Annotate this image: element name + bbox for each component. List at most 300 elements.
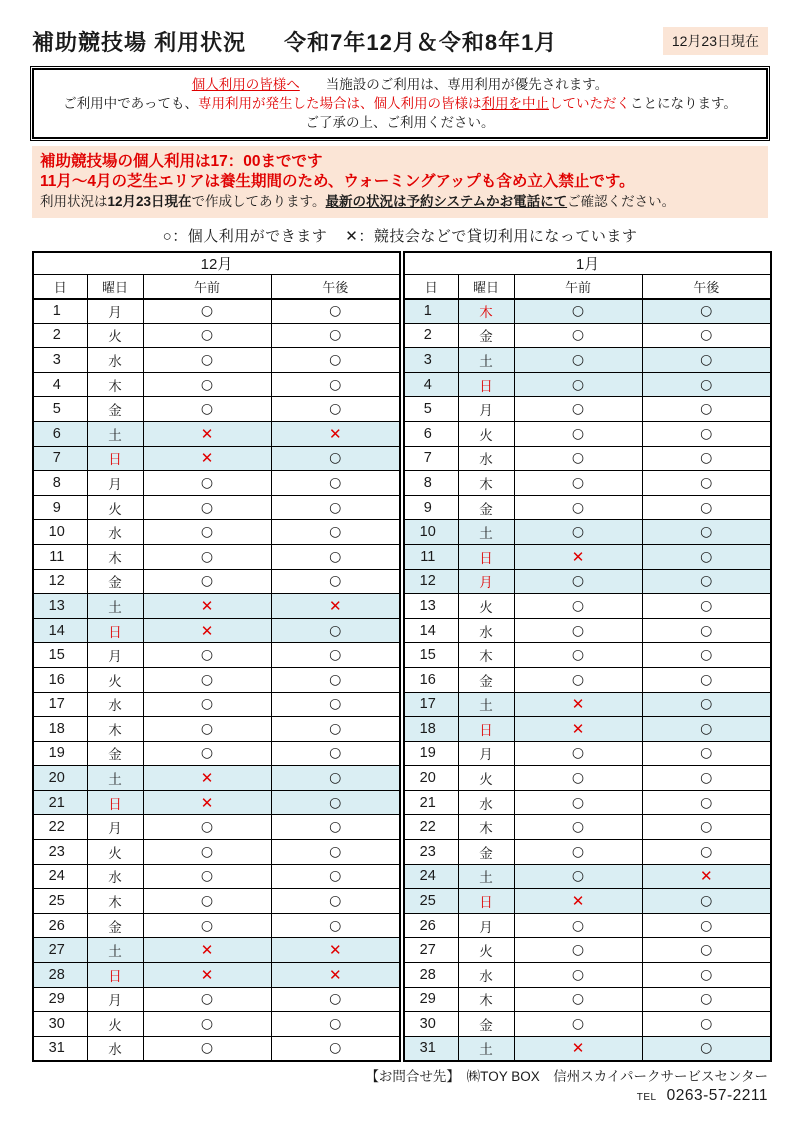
am-cell: ○ [143,864,271,889]
day-cell: 8 [404,471,458,496]
day-cell: 27 [404,938,458,963]
pm-cell: ○ [642,397,771,422]
weekday-cell: 土 [87,938,143,963]
day-cell: 20 [404,766,458,791]
pm-cell: ○ [642,446,771,471]
weekday-cell: 月 [458,913,514,938]
table-row [404,766,771,791]
pm-cell: ○ [271,1012,400,1037]
am-cell: ✕ [514,717,642,742]
pm-cell: ○ [271,348,400,373]
day-cell: 31 [33,1036,87,1061]
am-cell: ○ [143,667,271,692]
weekday-cell: 日 [87,790,143,815]
pm-cell: ○ [642,963,771,988]
day-cell: 4 [404,372,458,397]
pm-cell: ○ [271,741,400,766]
notice-line-3: ご了承の上、ご利用ください。 [305,115,495,130]
december-table [32,251,401,1062]
am-cell: ○ [143,987,271,1012]
table-row [404,963,771,988]
weekday-cell: 木 [458,987,514,1012]
pm-cell: ○ [642,520,771,545]
day-cell: 26 [33,913,87,938]
weekday-cell: 火 [458,421,514,446]
am-cell: ○ [143,1036,271,1061]
weekday-cell: 火 [87,323,143,348]
am-cell: ○ [143,495,271,520]
pm-cell: ○ [271,618,400,643]
day-cell: 10 [33,520,87,545]
pm-cell: ○ [642,495,771,520]
weekday-cell: 木 [458,471,514,496]
pm-cell: ○ [271,987,400,1012]
am-cell: ○ [514,913,642,938]
pm-cell: ○ [642,667,771,692]
weekday-cell: 木 [87,372,143,397]
table-row [33,913,400,938]
am-cell: ○ [143,323,271,348]
usage-alert-box [32,146,768,218]
alert-line-3-mid: で作成してあります。 [191,194,326,209]
table-row [404,741,771,766]
pm-cell: ○ [271,717,400,742]
table-row [404,471,771,496]
pm-cell: ○ [271,840,400,865]
am-cell: ○ [514,840,642,865]
day-cell: 30 [404,1012,458,1037]
tel-number: 0263-57-2211 [666,1086,768,1104]
col-header-weekday: 曜日 [458,275,514,299]
table-row [33,815,400,840]
am-cell: ✕ [143,766,271,791]
weekday-cell: 水 [458,963,514,988]
am-cell: ○ [514,864,642,889]
pm-cell: ✕ [642,864,771,889]
pm-cell: ✕ [271,963,400,988]
am-cell: ○ [514,594,642,619]
table-row [404,667,771,692]
day-cell: 15 [33,643,87,668]
day-cell: 1 [33,299,87,324]
am-cell: ○ [514,643,642,668]
weekday-cell: 火 [458,766,514,791]
weekday-cell: 土 [87,594,143,619]
weekday-cell: 金 [87,741,143,766]
weekday-cell: 月 [87,643,143,668]
alert-line-3-pre: 利用状況は [40,194,108,209]
pm-cell: ✕ [271,594,400,619]
weekday-cell: 水 [458,618,514,643]
day-cell: 13 [404,594,458,619]
day-cell: 28 [33,963,87,988]
day-cell: 3 [33,348,87,373]
weekday-cell: 水 [458,446,514,471]
table-row [33,938,400,963]
weekday-cell: 木 [458,299,514,324]
contact-info: 【お問合せ先】 ㈱TOY BOX 信州スカイパークサービスセンター [365,1068,768,1084]
day-cell: 22 [404,815,458,840]
table-row [33,963,400,988]
day-cell: 2 [404,323,458,348]
pm-cell: ○ [642,766,771,791]
weekday-cell: 土 [87,766,143,791]
day-cell: 14 [33,618,87,643]
table-row [33,741,400,766]
col-header-day: 日 [33,275,87,299]
pm-cell: ○ [642,692,771,717]
day-cell: 11 [33,544,87,569]
table-row [33,421,400,446]
day-cell: 9 [404,495,458,520]
day-cell: 21 [404,790,458,815]
day-cell: 13 [33,594,87,619]
table-row [33,594,400,619]
weekday-cell: 火 [87,495,143,520]
table-row [33,544,400,569]
weekday-cell: 火 [87,1012,143,1037]
weekday-cell: 金 [87,397,143,422]
am-cell: ✕ [514,889,642,914]
table-row [33,864,400,889]
pm-cell: ○ [271,520,400,545]
am-cell: ○ [143,692,271,717]
table-row [404,889,771,914]
table-row [404,372,771,397]
pm-cell: ○ [642,421,771,446]
table-row [33,889,400,914]
weekday-cell: 月 [87,299,143,324]
day-cell: 20 [33,766,87,791]
availability-tables [32,251,768,1062]
pm-cell: ○ [271,692,400,717]
am-cell: ✕ [143,963,271,988]
table-row [33,323,400,348]
table-row [33,372,400,397]
pm-cell: ○ [642,544,771,569]
january-table [403,251,772,1062]
table-row [404,299,771,324]
day-cell: 18 [33,717,87,742]
am-cell: ○ [514,348,642,373]
day-cell: 10 [404,520,458,545]
am-cell: ○ [143,520,271,545]
weekday-cell: 火 [87,667,143,692]
weekday-cell: 金 [87,569,143,594]
weekday-cell: 日 [87,963,143,988]
am-cell: ○ [143,372,271,397]
pm-cell: ○ [642,815,771,840]
day-cell: 17 [404,692,458,717]
legend-open-symbol: ○ [162,228,173,245]
pm-cell: ○ [271,299,400,324]
weekday-cell: 木 [87,544,143,569]
weekday-cell: 日 [458,889,514,914]
table-row [33,569,400,594]
weekday-cell: 金 [458,1012,514,1037]
day-cell: 5 [404,397,458,422]
day-cell: 4 [33,372,87,397]
weekday-cell: 火 [458,594,514,619]
am-cell: ○ [143,348,271,373]
pm-cell: ○ [271,397,400,422]
pm-cell: ○ [642,1012,771,1037]
pm-cell: ○ [271,471,400,496]
weekday-cell: 月 [458,741,514,766]
am-cell: ○ [514,766,642,791]
pm-cell: ○ [271,372,400,397]
tel-label: TEL [636,1091,657,1103]
am-cell: ○ [143,815,271,840]
weekday-cell: 金 [458,495,514,520]
alert-line-2: 11月～4月の芝生エリアは養生期間のため、ウォーミングアップも含め立入禁止です。 [40,173,635,190]
notice-line-2-post: ことになります。 [629,96,737,111]
table-row [33,348,400,373]
weekday-cell: 土 [87,421,143,446]
weekday-cell: 火 [87,840,143,865]
day-cell: 2 [33,323,87,348]
col-header-day: 日 [404,275,458,299]
col-header-am: 午前 [514,275,642,299]
alert-line-1: 補助競技場の個人利用は17：00までです [40,153,323,170]
am-cell: ○ [514,790,642,815]
page-title-text: 補助競技場 利用状況 [32,30,247,55]
day-cell: 15 [404,643,458,668]
table-row [404,1036,771,1061]
day-cell: 12 [33,569,87,594]
pm-cell: ✕ [271,421,400,446]
day-cell: 29 [33,987,87,1012]
am-cell: ○ [514,963,642,988]
table-row [33,1012,400,1037]
am-cell: ✕ [143,938,271,963]
pm-cell: ○ [271,790,400,815]
weekday-cell: 月 [458,569,514,594]
am-cell: ○ [514,520,642,545]
notice-line-2-pre: ご利用中であっても、 [63,96,198,111]
pm-cell: ○ [271,913,400,938]
pm-cell: ○ [642,471,771,496]
am-cell: ○ [143,569,271,594]
table-row [404,864,771,889]
alert-line-3 [40,192,760,211]
pm-cell: ○ [642,987,771,1012]
alert-line-3-date: 12月23日現在 [107,194,192,209]
weekday-cell: 金 [458,323,514,348]
day-cell: 26 [404,913,458,938]
personal-use-notice-box [32,68,768,139]
table-row [404,1012,771,1037]
weekday-cell: 水 [87,864,143,889]
table-row [404,790,771,815]
table-row [33,987,400,1012]
pm-cell: ○ [642,790,771,815]
weekday-cell: 金 [458,840,514,865]
weekday-cell: 火 [458,938,514,963]
col-header-pm: 午後 [642,275,771,299]
pm-cell: ○ [271,495,400,520]
pm-cell: ○ [642,643,771,668]
pm-cell: ○ [642,372,771,397]
day-cell: 3 [404,348,458,373]
weekday-cell: 月 [87,815,143,840]
am-cell: ○ [514,471,642,496]
day-cell: 8 [33,471,87,496]
am-cell: ✕ [143,618,271,643]
am-cell: ○ [514,938,642,963]
page-title [32,26,557,57]
notice-line-1 [40,75,760,94]
am-cell: ○ [514,667,642,692]
day-cell: 29 [404,987,458,1012]
table-row [404,618,771,643]
pm-cell: ○ [642,840,771,865]
month-header-january: 1月 [404,252,771,275]
am-cell: ○ [143,544,271,569]
pm-cell: ○ [642,938,771,963]
day-cell: 25 [404,889,458,914]
table-row [404,938,771,963]
table-row [33,717,400,742]
legend [32,225,768,246]
table-row [33,397,400,422]
pm-cell: ○ [642,569,771,594]
footer [32,1065,768,1105]
day-cell: 25 [33,889,87,914]
telephone-line [32,1087,768,1105]
pm-cell: ○ [642,618,771,643]
am-cell: ○ [514,618,642,643]
table-row [404,544,771,569]
table-row [404,569,771,594]
am-cell: ✕ [514,544,642,569]
day-cell: 30 [33,1012,87,1037]
page-title-months: 令和7年12月＆令和8年1月 [284,30,558,55]
day-cell: 6 [33,421,87,446]
day-cell: 7 [404,446,458,471]
as-of-date-badge: 12月23日現在 [663,27,768,55]
notice-line-1-text: 当施設のご利用は、専用利用が優先されます。 [325,77,609,92]
table-row [33,643,400,668]
legend-closed-symbol: ✕ [345,228,359,245]
am-cell: ○ [514,397,642,422]
pm-cell: ○ [271,1036,400,1061]
weekday-cell: 木 [87,889,143,914]
am-cell: ○ [514,299,642,324]
table-row [404,692,771,717]
day-cell: 12 [404,569,458,594]
pm-cell: ○ [642,594,771,619]
pm-cell: ○ [642,741,771,766]
weekday-cell: 土 [458,864,514,889]
day-cell: 6 [404,421,458,446]
am-cell: ○ [514,569,642,594]
day-cell: 27 [33,938,87,963]
pm-cell: ○ [271,569,400,594]
table-row [33,446,400,471]
day-cell: 5 [33,397,87,422]
weekday-cell: 土 [458,520,514,545]
table-row [404,594,771,619]
col-header-am: 午前 [143,275,271,299]
am-cell: ○ [143,1012,271,1037]
month-header-december: 12月 [33,252,400,275]
am-cell: ○ [514,1012,642,1037]
pm-cell: ○ [642,913,771,938]
table-row [404,323,771,348]
legend-open-text: ：個人利用ができます [172,228,328,245]
header [32,26,768,57]
day-cell: 9 [33,495,87,520]
day-cell: 14 [404,618,458,643]
am-cell: ○ [143,643,271,668]
day-cell: 11 [404,544,458,569]
pm-cell: ○ [642,323,771,348]
weekday-cell: 木 [87,717,143,742]
pm-cell: ○ [271,889,400,914]
weekday-cell: 木 [458,815,514,840]
day-cell: 7 [33,446,87,471]
table-row [33,1036,400,1061]
weekday-cell: 月 [87,471,143,496]
table-row [404,348,771,373]
pm-cell: ○ [271,667,400,692]
day-cell: 31 [404,1036,458,1061]
notice-line-2-red-tail: していただく [548,96,630,111]
pm-cell: ○ [271,544,400,569]
weekday-cell: 水 [458,790,514,815]
pm-cell: ○ [271,815,400,840]
am-cell: ✕ [514,692,642,717]
am-cell: ✕ [143,790,271,815]
day-cell: 16 [404,667,458,692]
day-cell: 18 [404,717,458,742]
col-header-pm: 午後 [271,275,400,299]
weekday-cell: 金 [87,913,143,938]
table-row [404,840,771,865]
table-row [33,667,400,692]
am-cell: ○ [143,299,271,324]
alert-line-3-post: ご確認ください。 [567,194,676,209]
day-cell: 19 [33,741,87,766]
table-row [33,495,400,520]
pm-cell: ○ [271,864,400,889]
am-cell: ○ [514,421,642,446]
table-row [33,618,400,643]
table-row [33,766,400,791]
table-row [404,520,771,545]
am-cell: ✕ [514,1036,642,1061]
am-cell: ○ [143,741,271,766]
weekday-cell: 日 [458,717,514,742]
pm-cell: ○ [642,717,771,742]
day-cell: 17 [33,692,87,717]
day-cell: 22 [33,815,87,840]
day-cell: 24 [404,864,458,889]
table-row [404,987,771,1012]
pm-cell: ○ [271,766,400,791]
day-cell: 24 [33,864,87,889]
weekday-cell: 日 [458,544,514,569]
table-row [404,421,771,446]
pm-cell: ○ [642,889,771,914]
weekday-cell: 水 [87,1036,143,1061]
table-row [33,520,400,545]
table-row [33,692,400,717]
am-cell: ○ [514,495,642,520]
pm-cell: ○ [642,299,771,324]
notice-line-2-red: 専用利用が発生した場合は、個人利用の皆様は [197,96,482,111]
